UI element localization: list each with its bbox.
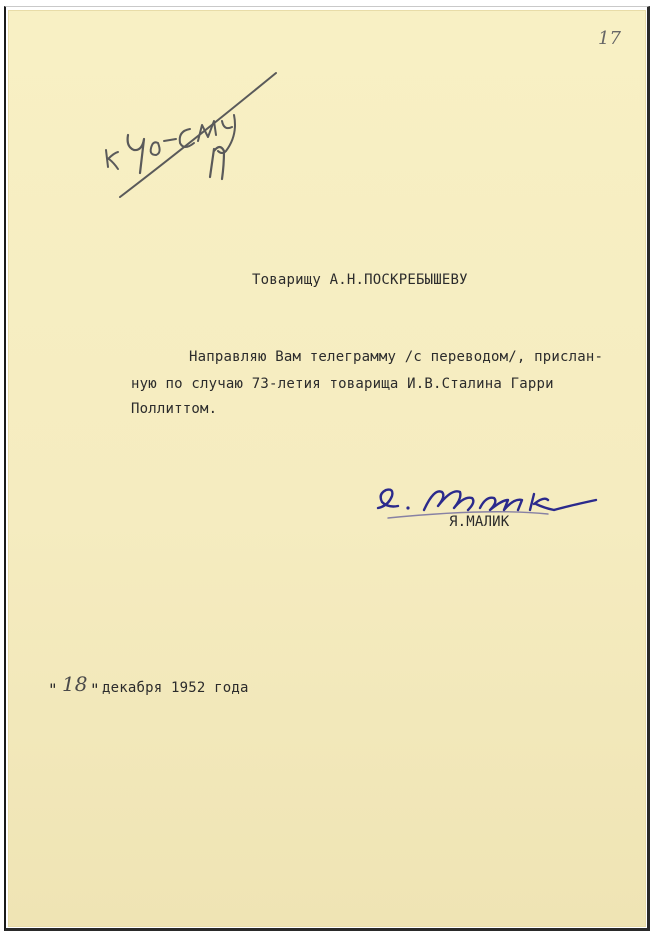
pencil-annotation	[98, 55, 298, 205]
addressee: Товарищу А.Н.ПОСКРЕБЫШЕВУ	[252, 272, 468, 288]
date-close-quote: "	[90, 680, 100, 699]
date-day: 18	[62, 672, 88, 696]
document-page	[8, 10, 646, 927]
body-line: ную по случаю 73-летия товарища И.В.Сталина Гарри	[131, 376, 554, 392]
date-open-quote: "	[48, 680, 58, 699]
body-line: Направляю Вам телеграмму /с переводом/, прислан-	[189, 349, 604, 365]
body-line: Поллиттом.	[131, 401, 218, 417]
page-number: 17	[598, 28, 621, 49]
date-text: декабря 1952 года	[102, 680, 249, 696]
signatory-name: Я.МАЛИК	[449, 514, 510, 530]
